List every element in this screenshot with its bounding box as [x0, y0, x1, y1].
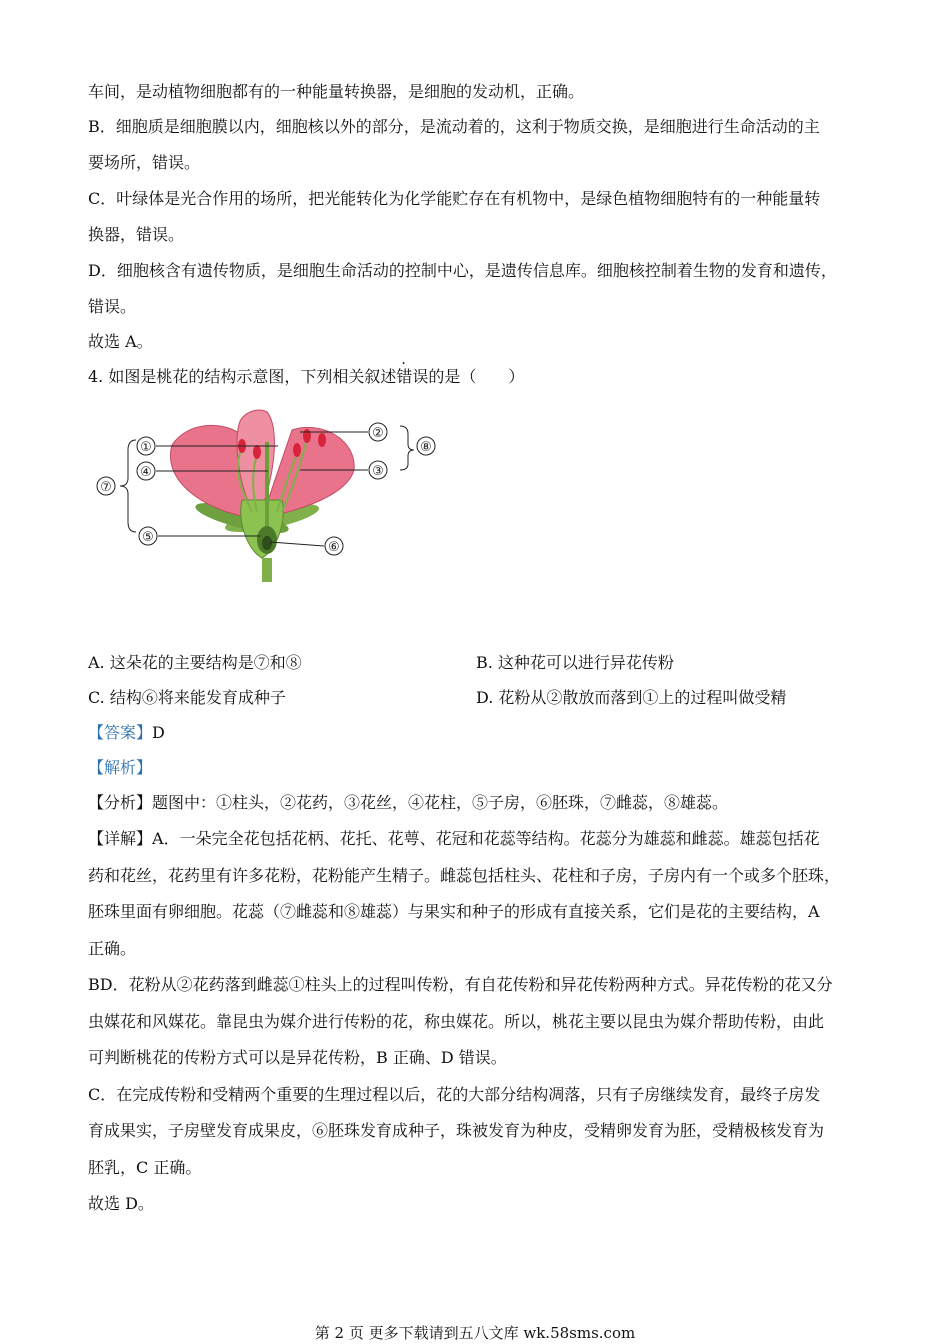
- peach-flower-diagram: [92, 400, 452, 590]
- label-2: ②: [372, 426, 384, 441]
- paragraph-line: C．在完成传粉和受精两个重要的生理过程以后，花的大部分结构凋落，只有子房继续发育，最终子房发: [88, 1085, 821, 1104]
- analysis-detail: [88, 828, 820, 850]
- option-b: B. 这种花可以进行异花传粉: [476, 653, 674, 672]
- label-3: ③: [372, 464, 384, 479]
- page-footer: 第 2 页 更多下载请到五八文库 wk.58sms.com: [314, 1324, 636, 1342]
- paragraph-line: 可判断桃花的传粉方式可以是异花传粉，B 正确、D 错误。: [88, 1048, 507, 1067]
- final-answer-choice: 故选 D。: [88, 1194, 154, 1213]
- emphasis-word: 错误: [396, 367, 429, 386]
- detail-text: A．一朵完全花包括花柄、花托、花萼、花冠和花蕊等结构。花蕊分为雄蕊和雌蕊。雄蕊包括花: [152, 829, 820, 848]
- paragraph-line: 药和花丝，花药里有许多花粉，花粉能产生精子。雌蕊包括柱头、花柱和子房，子房内有一个或多个胚珠，: [88, 866, 841, 885]
- label-5: ⑤: [142, 530, 154, 545]
- previous-answer-choice: 故选 A。: [88, 332, 153, 351]
- stem-part: 4. 如图是桃花的结构示意图，下列相关叙述: [88, 367, 397, 386]
- paragraph-line: 车间，是动植物细胞都有的一种能量转换器，是细胞的发动机，正确。: [88, 82, 585, 101]
- paragraph-line: 育成果实，子房壁发育成果皮，⑥胚珠发育成种子，珠被发育为种皮，受精卵发育为胚，受精极核发育为: [88, 1121, 825, 1140]
- stem-part: 的是（ ）: [428, 367, 525, 386]
- analysis-tag: 【解析】: [88, 758, 153, 777]
- paragraph-line: BD．花粉从②花药落到雌蕊①柱头上的过程叫传粉，有自花传粉和异花传粉两种方式。异花传粉的花又分: [88, 975, 833, 994]
- option-d-explanation: D．细胞核含有遗传物质，是细胞生命活动的控制中心，是遗传信息库。细胞核控制着生物的发育和遗传，: [88, 261, 837, 280]
- paragraph-line: 胚珠里面有卵细胞。花蕊（⑦雌蕊和⑧雄蕊）与果实和种子的形成有直接关系，它们是花的主要结构，A: [88, 902, 820, 921]
- answer-line: [88, 722, 165, 744]
- label-1: ①: [140, 440, 152, 455]
- label-7: ⑦: [100, 480, 112, 495]
- answer-value: D: [152, 723, 165, 742]
- xiangjie-tag: 【详解】: [88, 829, 153, 848]
- fenxi-text: 题图中：①柱头，②花药，③花丝，④花柱，⑤子房，⑥胚珠，⑦雌蕊，⑧雄蕊。: [152, 793, 729, 812]
- option-c-explanation: C．叶绿体是光合作用的场所，把光能转化为化学能贮存在有机物中，是绿色植物细胞特有的一种能量转: [88, 189, 821, 208]
- paragraph-line: 要场所，错误。: [88, 153, 201, 172]
- label-6: ⑥: [328, 540, 340, 555]
- analysis-fenxi: [88, 792, 728, 814]
- paragraph-line: 胚乳，C 正确。: [88, 1158, 202, 1177]
- paragraph-line: 错误。: [88, 297, 137, 316]
- label-8: ⑧: [420, 440, 432, 455]
- answer-tag: 【答案】: [88, 723, 153, 742]
- question-4-stem: [88, 366, 524, 388]
- fenxi-tag: 【分析】: [88, 793, 153, 812]
- label-4: ④: [140, 465, 152, 480]
- option-d: D. 花粉从②散放而落到①上的过程叫做受精: [476, 688, 787, 707]
- option-c: C. 结构⑥将来能发育成种子: [88, 688, 286, 707]
- option-b-explanation: B．细胞质是细胞膜以内，细胞核以外的部分，是流动着的，这利于物质交换，是细胞进行生命活动的主: [88, 117, 820, 136]
- paragraph-line: 换器，错误。: [88, 225, 185, 244]
- option-a: A. 这朵花的主要结构是⑦和⑧: [88, 653, 302, 672]
- paragraph-line: 虫媒花和风媒花。靠昆虫为媒介进行传粉的花，称虫媒花。所以，桃花主要以昆虫为媒介帮助传粉，由此: [88, 1012, 825, 1031]
- paragraph-line: 正确。: [88, 939, 137, 958]
